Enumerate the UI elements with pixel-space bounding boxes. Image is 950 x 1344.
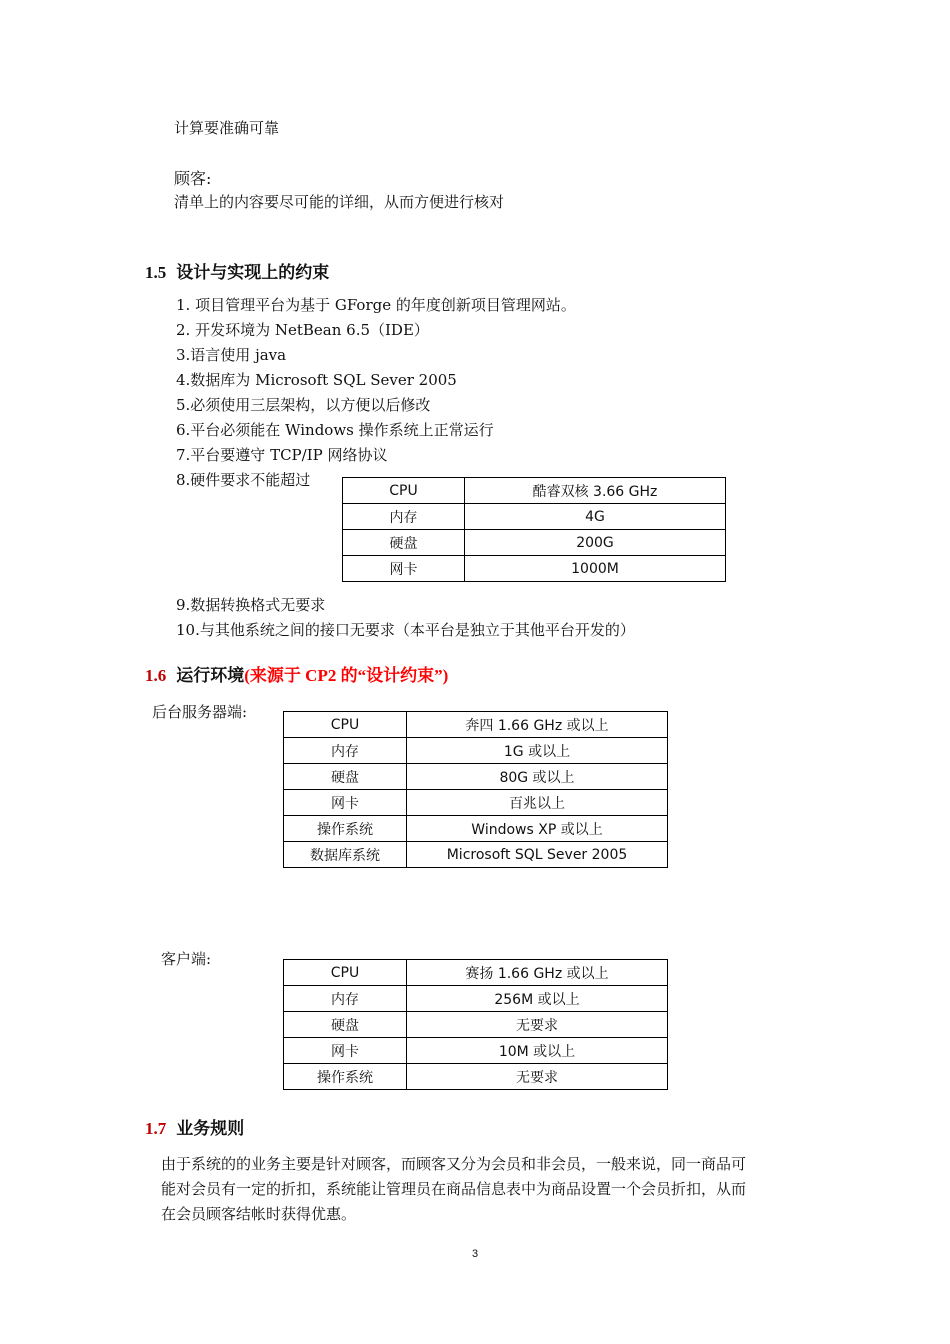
table-cell: Microsoft SQL Sever 2005 [407, 842, 668, 868]
page-number: 3 [471, 1248, 479, 1260]
list-item: 8.硬件要求不能超过 [176, 471, 311, 489]
list-item: 3.语言使用 java [176, 346, 287, 364]
section-number: 1.6 [145, 666, 167, 685]
table-row [284, 738, 668, 764]
list-item: 2. 开发环境为 NetBean 6.5（IDE） [176, 321, 429, 339]
paragraph-line: 由于系统的的业务主要是针对顾客，而顾客又分为会员和非会员，一般来说，同一商品可 [161, 1155, 747, 1173]
section-title-note: (来源于 CP2 的“设计约束”) [244, 666, 449, 685]
list-item: 1. 项目管理平台为基于 GForge 的年度创新项目管理网站。 [176, 296, 576, 314]
section-heading-1-7 [145, 1114, 244, 1139]
server-environment-table [283, 711, 668, 868]
table-cell: 数据库系统 [284, 842, 407, 868]
table-cell: 百兆以上 [407, 790, 668, 816]
table-row [284, 1038, 668, 1064]
business-rules-paragraph [161, 1152, 746, 1227]
constraint-list [176, 293, 576, 493]
section-title: 设计与实现上的约束 [176, 263, 330, 282]
table-cell: 网卡 [284, 790, 407, 816]
table-cell: 内存 [284, 986, 407, 1012]
client-label: 客户端: [161, 950, 212, 968]
table-cell: CPU [343, 478, 465, 504]
table-row [343, 556, 726, 582]
table-row [284, 790, 668, 816]
table-row [284, 1064, 668, 1090]
section-number: 1.7 [145, 1119, 167, 1138]
table-cell: 网卡 [343, 556, 465, 582]
table-cell: 酷睿双核 3.66 GHz [465, 478, 726, 504]
paragraph-line: 能对会员有一定的折扣，系统能让管理员在商品信息表中为商品设置一个会员折扣，从而 [161, 1180, 747, 1198]
paragraph-line: 在会员顾客结帐时获得优惠。 [161, 1205, 357, 1223]
table-cell: CPU [284, 960, 407, 986]
table-cell: 无要求 [407, 1064, 668, 1090]
table-cell: 赛扬 1.66 GHz 或以上 [407, 960, 668, 986]
table-cell: 硬盘 [284, 1012, 407, 1038]
table-cell: 内存 [343, 504, 465, 530]
table-cell: 硬盘 [284, 764, 407, 790]
constraint-list-continued [176, 593, 635, 643]
table-row [284, 986, 668, 1012]
customer-label: 顾客: [174, 169, 212, 188]
hardware-limit-table [342, 477, 726, 582]
table-row [284, 842, 668, 868]
list-item: 4.数据库为 Microsoft SQL Sever 2005 [176, 371, 457, 389]
section-number: 1.5 [145, 263, 167, 282]
table-cell: 奔四 1.66 GHz 或以上 [407, 712, 668, 738]
table-cell: Windows XP 或以上 [407, 816, 668, 842]
accuracy-line: 计算要准确可靠 [174, 119, 280, 137]
section-heading-1-5 [145, 258, 329, 283]
table-row [284, 1012, 668, 1038]
list-item: 9.数据转换格式无要求 [176, 596, 326, 614]
table-row [284, 960, 668, 986]
table-cell: 80G 或以上 [407, 764, 668, 790]
table-row [343, 504, 726, 530]
table-cell: 1G 或以上 [407, 738, 668, 764]
table-row [284, 712, 668, 738]
table-cell: 256M 或以上 [407, 986, 668, 1012]
table-cell: 4G [465, 504, 726, 530]
section-title: 运行环境 [176, 666, 245, 685]
table-cell: 200G [465, 530, 726, 556]
table-cell: 1000M [465, 556, 726, 582]
list-item: 6.平台必须能在 Windows 操作系统上正常运行 [176, 421, 494, 439]
table-cell: 无要求 [407, 1012, 668, 1038]
customer-text: 清单上的内容要尽可能的详细，从而方便进行核对 [174, 193, 505, 211]
client-environment-table [283, 959, 668, 1090]
section-title: 业务规则 [176, 1119, 245, 1138]
list-item: 7.平台要遵守 TCP/IP 网络协议 [176, 446, 388, 464]
server-label: 后台服务器端: [152, 703, 248, 721]
table-cell: 操作系统 [284, 816, 407, 842]
table-row [284, 816, 668, 842]
table-cell: CPU [284, 712, 407, 738]
section-heading-1-6 [145, 661, 448, 686]
table-cell: 硬盘 [343, 530, 465, 556]
table-row [343, 530, 726, 556]
table-cell: 内存 [284, 738, 407, 764]
table-cell: 网卡 [284, 1038, 407, 1064]
list-item: 10.与其他系统之间的接口无要求（本平台是独立于其他平台开发的） [176, 621, 635, 639]
list-item: 5.必须使用三层架构，以方便以后修改 [176, 396, 431, 414]
table-cell: 操作系统 [284, 1064, 407, 1090]
table-row [284, 764, 668, 790]
table-cell: 10M 或以上 [407, 1038, 668, 1064]
table-row [343, 478, 726, 504]
